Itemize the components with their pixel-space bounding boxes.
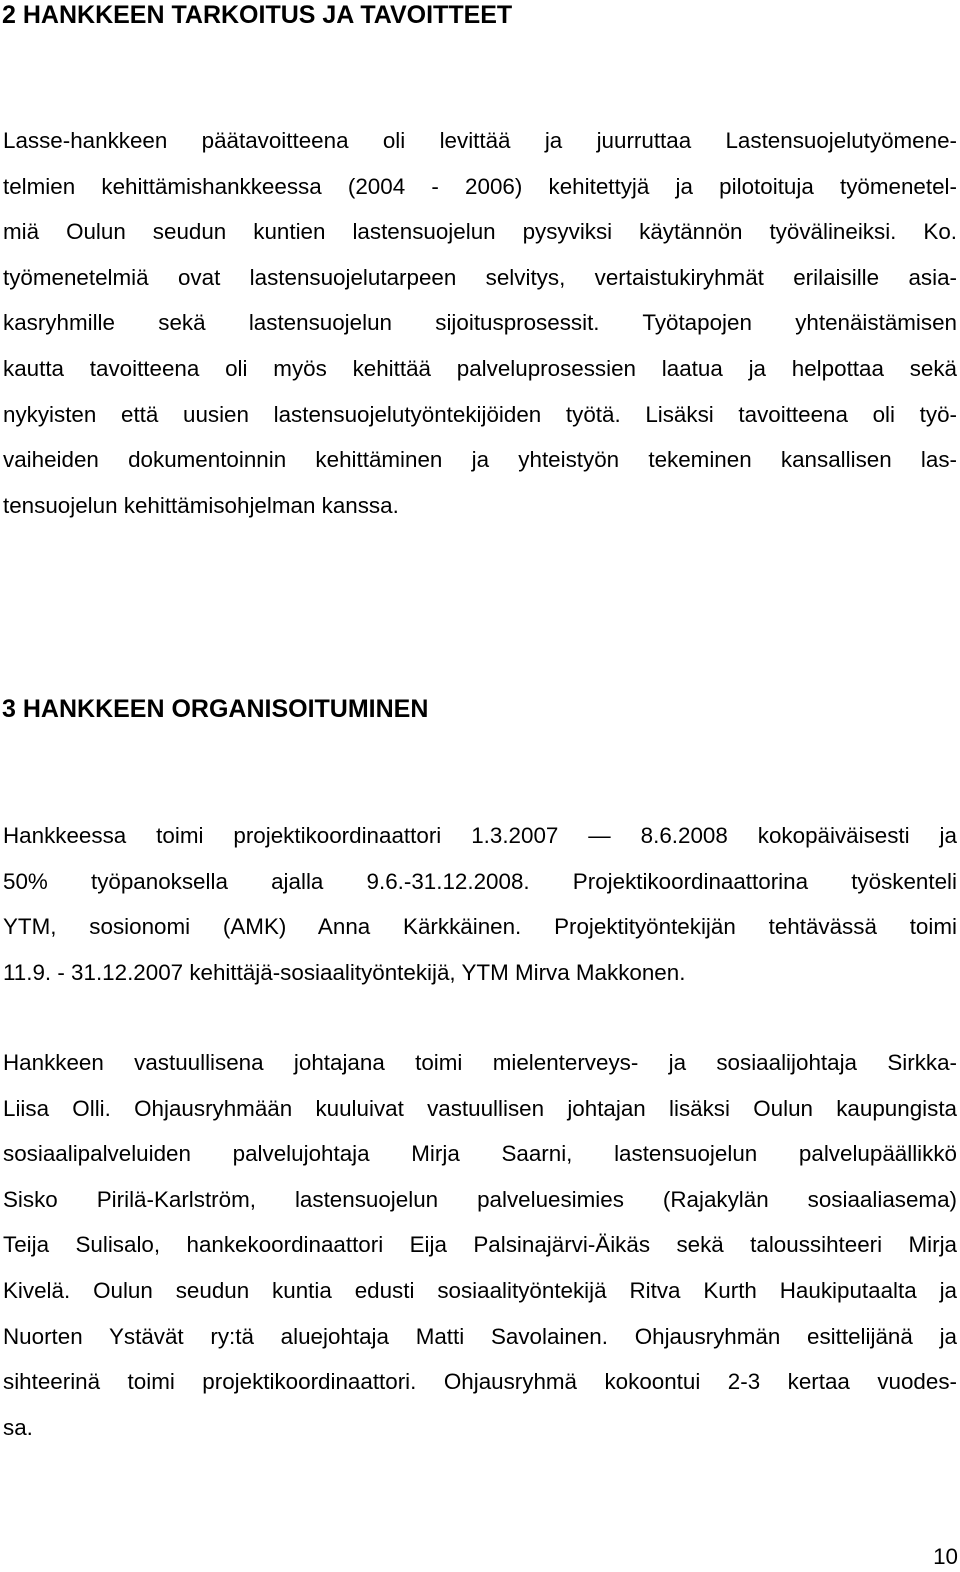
text-line: sa. [3, 1414, 33, 1440]
text-line: 50% työpanoksella ajalla 9.6.-31.12.2008. Projektikoordinaattorina työskenteli [3, 868, 957, 894]
text-line: sosiaalipalveluiden palvelujohtaja Mirja Saarni, lastensuojelun palvelupäällikkö [3, 1141, 957, 1167]
text-line: Hankkeen vastuullisena johtajana toimi mielenterveys- ja sosiaalijohtaja Sirkka- [3, 1050, 957, 1075]
text-line: vaiheiden dokumentoinnin kehittäminen ja yhteistyön tekeminen kansallisen las- [3, 447, 957, 473]
text-line: kasryhmille sekä lastensuojelun sijoitusprosessit. Työtapojen yhtenäistämisen [3, 310, 957, 336]
paragraph-project-staff [3, 813, 957, 995]
text-line: telmien kehittämishankkeessa (2004 - 2006) kehitettyjä ja pilotoituja työmenetel- [3, 173, 957, 199]
text-line: Liisa Olli. Ohjausryhmään kuuluivat vastuullisen johtajan lisäksi Oulun kaupungista [3, 1095, 957, 1121]
page-number: 10 [933, 1544, 958, 1569]
text-line: kautta tavoitteena oli myös kehittää palveluprosessien laatua ja helpottaa sekä [3, 355, 957, 381]
text-line: sihteerinä toimi projektikoordinaattori. Ohjausryhmä kokoontui 2-3 kertaa vuodes- [3, 1369, 957, 1395]
text-line: tensuojelun kehittämisohjelman kanssa. [3, 492, 399, 518]
text-line: työmenetelmiä ovat lastensuojelutarpeen selvitys, vertaistukiryhmät erilaisille asia- [3, 264, 957, 290]
text-line: Teija Sulisalo, hankekoordinaattori Eija Palsinajärvi-Äikäs sekä taloussihteeri Mirja [3, 1232, 957, 1258]
paragraph-steering-group [3, 1040, 957, 1450]
text-line: Kivelä. Oulun seudun kuntia edusti sosiaalityöntekijä Ritva Kurth Haukiputaalta ja [3, 1277, 957, 1303]
section-heading-organisation: 3 HANKKEEN ORGANISOITUMINEN [2, 695, 429, 723]
text-line: Lasse-hankkeen päätavoitteena oli levittää ja juurruttaa Lastensuojelutyömene- [3, 128, 957, 153]
paragraph-purpose [3, 118, 957, 528]
text-line: YTM, sosionomi (AMK) Anna Kärkkäinen. Projektityöntekijän tehtävässä toimi [3, 914, 957, 940]
text-line: 11.9. - 31.12.2007 kehittäjä-sosiaalityöntekijä, YTM Mirva Makkonen. [3, 959, 686, 985]
text-line: nykyisten että uusien lastensuojelutyöntekijöiden työtä. Lisäksi tavoitteena oli työ- [3, 401, 957, 427]
text-line: miä Oulun seudun kuntien lastensuojelun pysyviksi käytännön työvälineiksi. Ko. [3, 219, 957, 245]
section-heading-purpose-and-goals: 2 HANKKEEN TARKOITUS JA TAVOITTEET [2, 1, 513, 29]
text-line: Sisko Pirilä-Karlström, lastensuojelun palveluesimies (Rajakylän sosiaaliasema) [3, 1186, 957, 1212]
text-line: Hankkeessa toimi projektikoordinaattori 1.3.2007 — 8.6.2008 kokopäiväisesti ja [3, 823, 957, 848]
text-line: Nuorten Ystävät ry:tä aluejohtaja Matti Savolainen. Ohjausryhmän esittelijänä ja [3, 1323, 957, 1349]
